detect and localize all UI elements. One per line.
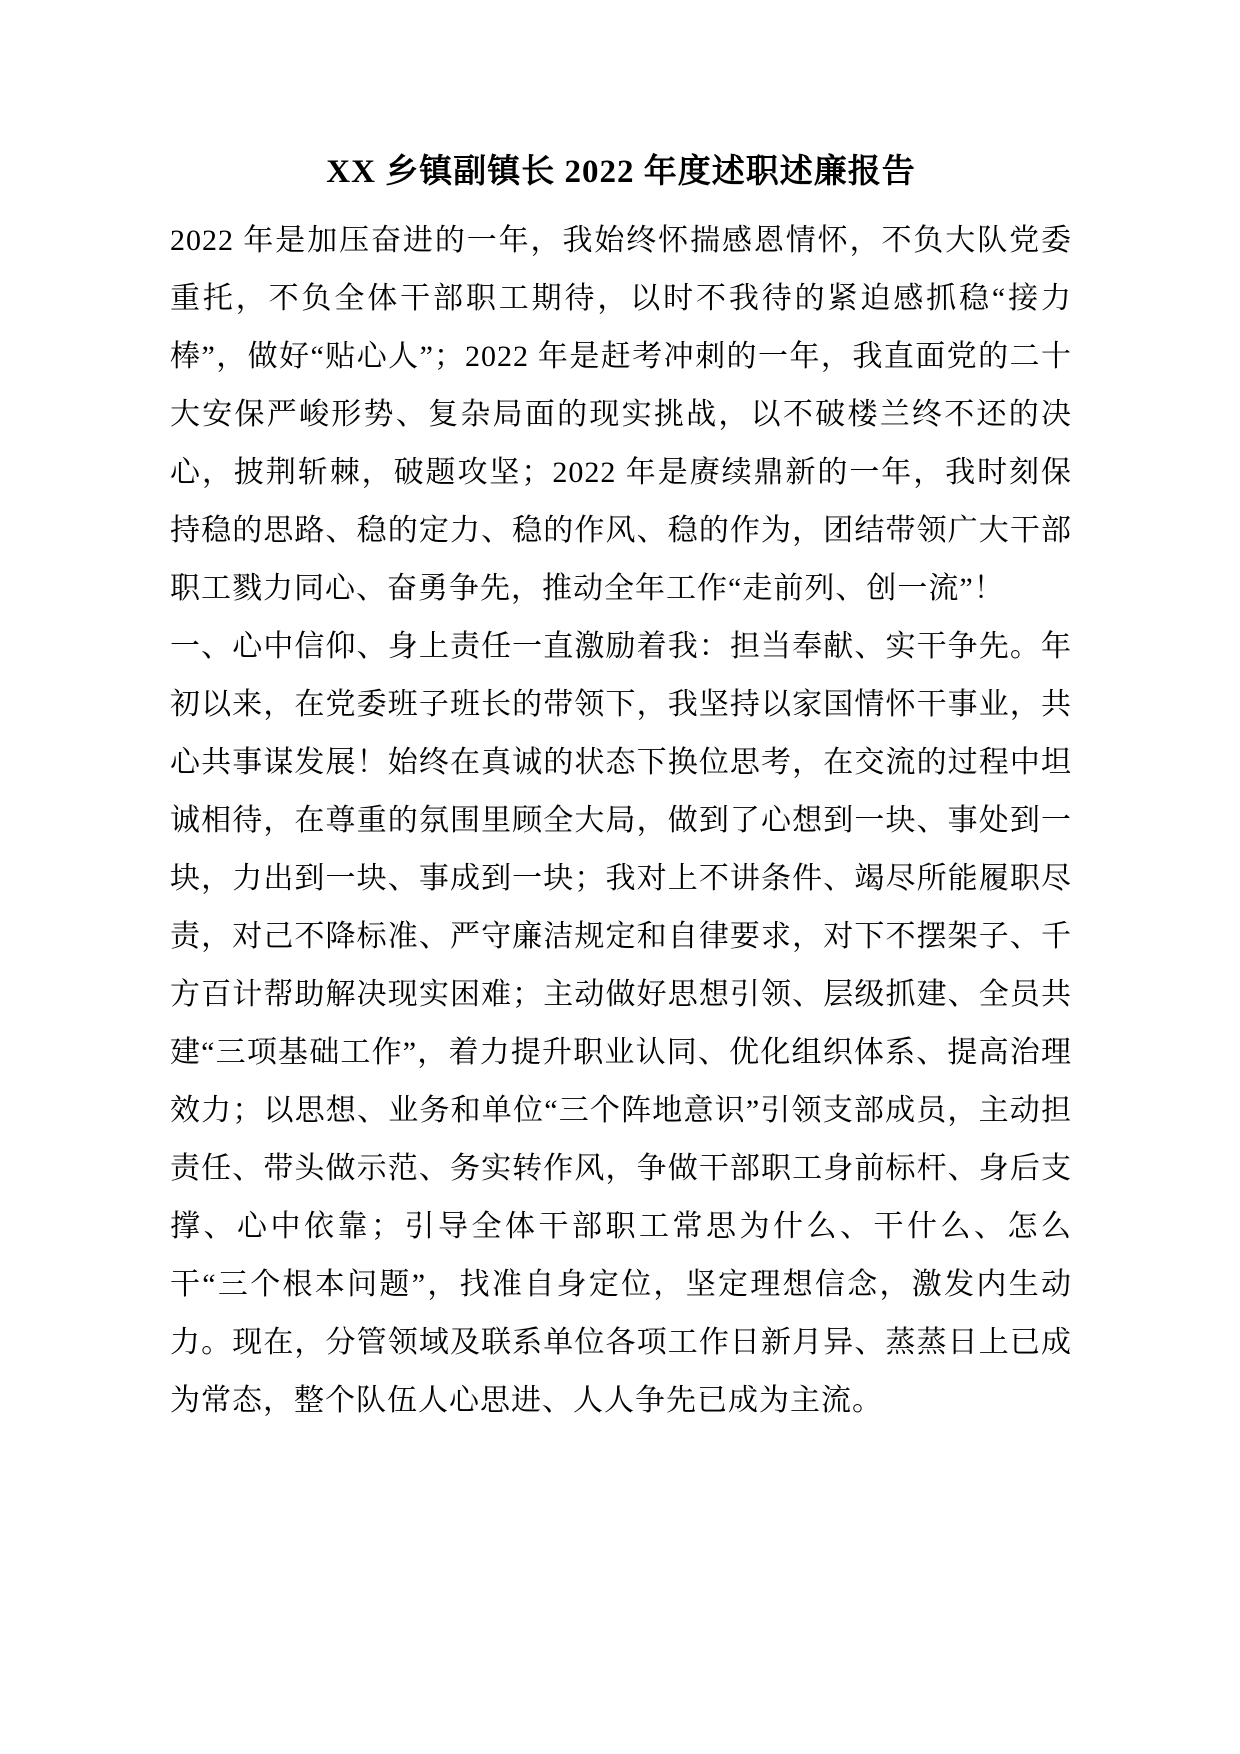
paragraph-intro: 2022 年是加压奋进的一年，我始终怀揣感恩情怀，不负大队党委重托，不负全体干部职工期待，以时不我待的紧迫感抓稳“接力棒”，做好“贴心人”；2022 年是赶考冲刺的一年，我直面党的二十大安保严峻形势、复杂局面的现实挑战，以不破楼兰终不还的决心，披荆斩棘，破题攻坚；2022 年是赓续鼎新的一年，我时刻保持稳的思路、稳的定力、稳的作风、稳的作为，团结带领广大干部职工戮力同心、奋勇争先，推动全年工作“走前列、创一流”！ xyxy=(170,224,1072,605)
document-title: XX 乡镇副镇长 2022 年度述职述廉报告 xyxy=(326,154,916,190)
paragraph-section-1: 一、心中信仰、身上责任一直激励着我：担当奉献、实干争先。年初以来，在党委班子班长的带领下，我坚持以家国情怀干事业，共心共事谋发展！始终在真诚的状态下换位思考，在交流的过程中坦诚相待，在尊重的氛围里顾全大局，做到了心想到一块、事处到一块，力出到一块、事成到一块；我对上不讲条件、竭尽所能履职尽责，对己不降标准、严守廉洁规定和自律要求，对下不摆架子、千方百计帮助解决现实困难；主动做好思想引领、层级抓建、全员共建“三项基础工作”，着力提升职业认同、优化组织体系、提高治理效力；以思想、业务和单位“三个阵地意识”引领支部成员，主动担责任、带头做示范、务实转作风，争做干部职工身前标杆、身后支撑、心中依靠；引导全体干部职工常思为什么、干什么、怎么干“三个根本问题”，找准自身定位，坚定理想信念，激发内生动力。现在，分管领域及联系单位各项工作日新月异、蒸蒸日上已成为常态，整个队伍人心思进、人人争先已成为主流。 xyxy=(170,630,1072,1417)
